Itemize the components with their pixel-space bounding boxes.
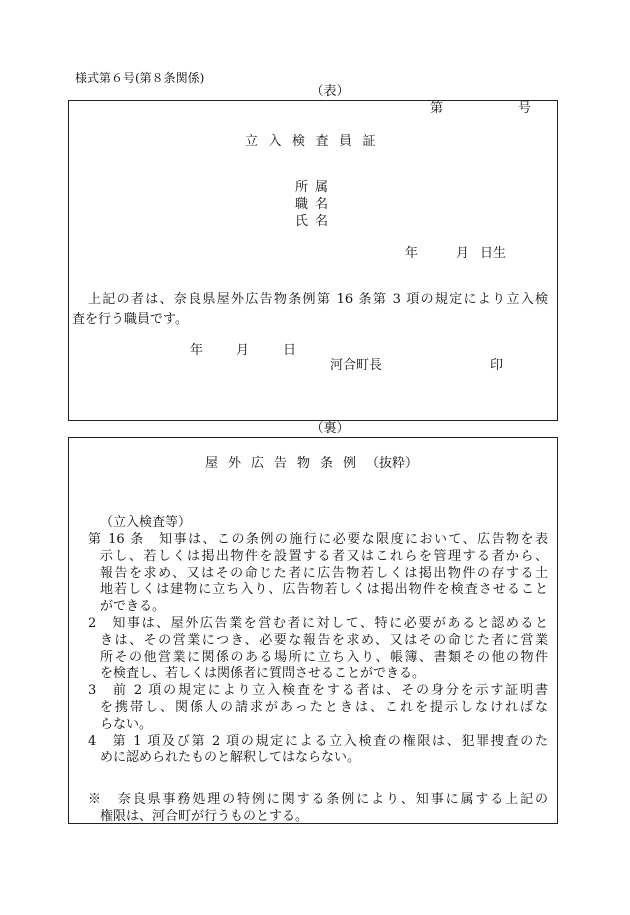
article-16-line: ができる。: [100, 599, 166, 615]
birth-year-label: 年: [405, 246, 419, 261]
paragraph-2-line: きは、その営業につき、必要な報告を求め、又はその命じた者に営業: [100, 632, 548, 648]
form-number: 様式第６号(第８条関係): [75, 71, 205, 85]
seal-mark: 印: [490, 358, 504, 373]
birth-day-label: 日生: [480, 246, 507, 261]
issuer-name: 河合町長: [330, 358, 383, 373]
article-16-line: 示し、若しくは掲出物件を設置する者又はこれらを管理する者から、: [100, 548, 548, 564]
paragraph-4-line: めに認められたものと解釈してはならない。: [100, 750, 361, 766]
paragraph-2-line: 2 知事は、屋外広告業を営む者に対して、特に必要があると認めると: [88, 615, 548, 631]
birth-month-label: 月: [456, 246, 470, 261]
statement-line: 上記の者は、奈良県屋外広告物条例第 16 条第 3 項の規定により立入検: [88, 292, 548, 307]
ordinance-title-text: 屋外広告物条例: [205, 456, 367, 471]
ordinance-title-note: （抜粋）: [366, 456, 419, 471]
article-heading: （立入検査等）: [100, 515, 192, 530]
certificate-number-suffix: 号: [518, 101, 532, 116]
front-card: [68, 100, 558, 421]
certificate-number-prefix: 第: [430, 101, 444, 116]
note-line: 権限は、河合町が行うものとする。: [100, 808, 309, 824]
issue-month-label: 月: [236, 343, 250, 358]
paragraph-3-line: 3 前 2 項の規定により立入検査をする者は、その身分を示す証明書: [88, 683, 548, 699]
back-side-label: （裏）: [310, 421, 350, 436]
article-16-line: 地若しくは建物に立ち入り、広告物若しくは掲出物件を検査させること: [100, 582, 548, 598]
position-label: 職名: [295, 197, 336, 212]
note-line: ※ 奈良県事務処理の特例に関する条例により、知事に属する上記の: [88, 792, 548, 807]
statement-line: 査を行う職員です。: [72, 312, 188, 327]
article-body: [69, 532, 557, 767]
delegation-note: [69, 792, 557, 826]
article-16-line: 報告を求め、又はその命じた者に広告物若しくは掲出物件の存する土: [100, 565, 548, 581]
front-side-label: （表）: [310, 84, 350, 99]
card-title: 立入検査員証: [245, 134, 387, 149]
paragraph-2-line: を検査し、若しくは関係者に質問させることができる。: [100, 666, 426, 682]
ordinance-title: [205, 456, 418, 473]
issue-year-label: 年: [190, 343, 204, 358]
paragraph-3-line: を携帯し、関係人の請求があったときは、これを提示しなければな: [100, 699, 548, 715]
paragraph-3-line: らない。: [100, 716, 153, 732]
back-card: [68, 437, 558, 824]
article-16-line: 第 16 条 知事は、この条例の施行に必要な限度において、広告物を表: [88, 532, 548, 547]
paragraph-2-line: 所その他営業に関係のある場所に立ち入り、帳簿、書類その他の物件: [100, 649, 548, 665]
affiliation-label: 所属: [295, 180, 336, 195]
paragraph-4-line: 4 第 1 項及び第 2 項の規定による立入検査の権限は、犯罪捜査のた: [88, 733, 548, 749]
issue-day-label: 日: [283, 343, 297, 358]
name-label: 氏名: [295, 214, 336, 229]
